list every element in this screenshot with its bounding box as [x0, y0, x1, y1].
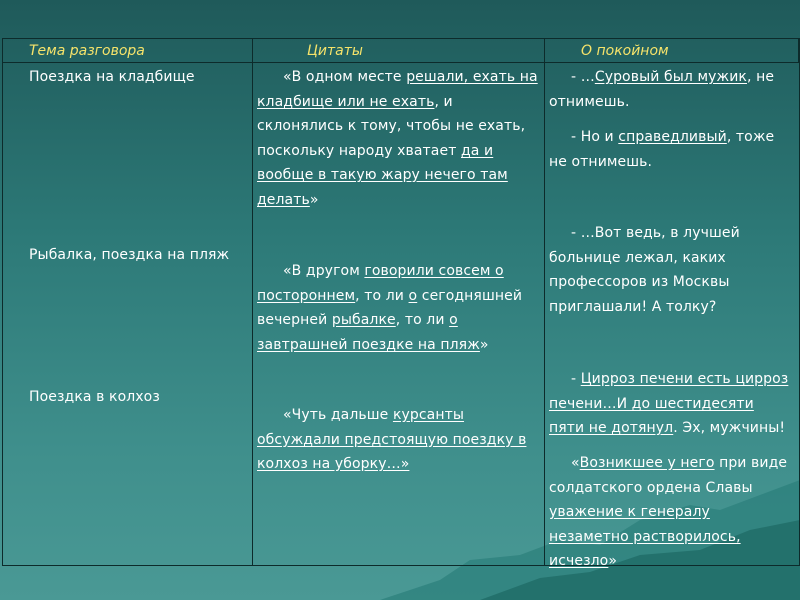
topic-item: Поездка на кладбище	[29, 69, 195, 85]
content-table	[2, 38, 800, 569]
deceased-column	[545, 63, 799, 569]
topics-column	[3, 63, 253, 565]
header-quotes: Цитаты	[253, 39, 545, 63]
topic-item: Поездка в колхоз	[29, 389, 160, 405]
quotes-column	[253, 63, 545, 565]
deceased-remark: - …Вот ведь, в лучшей больнице лежал, каких профессоров из Москвы приглашали! А толку?	[549, 225, 740, 315]
header-topic: Тема разговора	[3, 39, 253, 63]
deceased-remark: - …Суровый был мужик, не отнимешь.	[549, 69, 775, 110]
topic-item: Рыбалка, поездка на пляж	[29, 247, 230, 263]
deceased-remark: - Но и справедливый, тоже не отнимешь.	[549, 129, 775, 170]
quote-cemetery: «В одном месте решали, ехать на кладбище или не ехать, и склонялись к тому, чтобы не ехать, поскольку народу хватает да и вообще в такую жару нечего там делать»	[257, 69, 538, 208]
quote-kolkhoz: «Чуть дальше курсанты обсуждали предстоящую поездку в колхоз на уборку…»	[257, 407, 527, 472]
deceased-remark: «Возникшее у него при виде солдатского ордена Славы уважение к генералу незаметно растворилось, исчезло»	[549, 455, 788, 569]
deceased-remark: - Цирроз печени есть цирроз печени…И до шестидесяти пяти не дотянул. Эх, мужчины!	[549, 371, 789, 436]
quote-fishing: «В другом говорили совсем о постороннем, то ли о сегодняшней вечерней рыбалке, то ли о завтрашней поездке на пляж»	[257, 263, 523, 353]
header-deceased: О покойном	[545, 39, 799, 63]
